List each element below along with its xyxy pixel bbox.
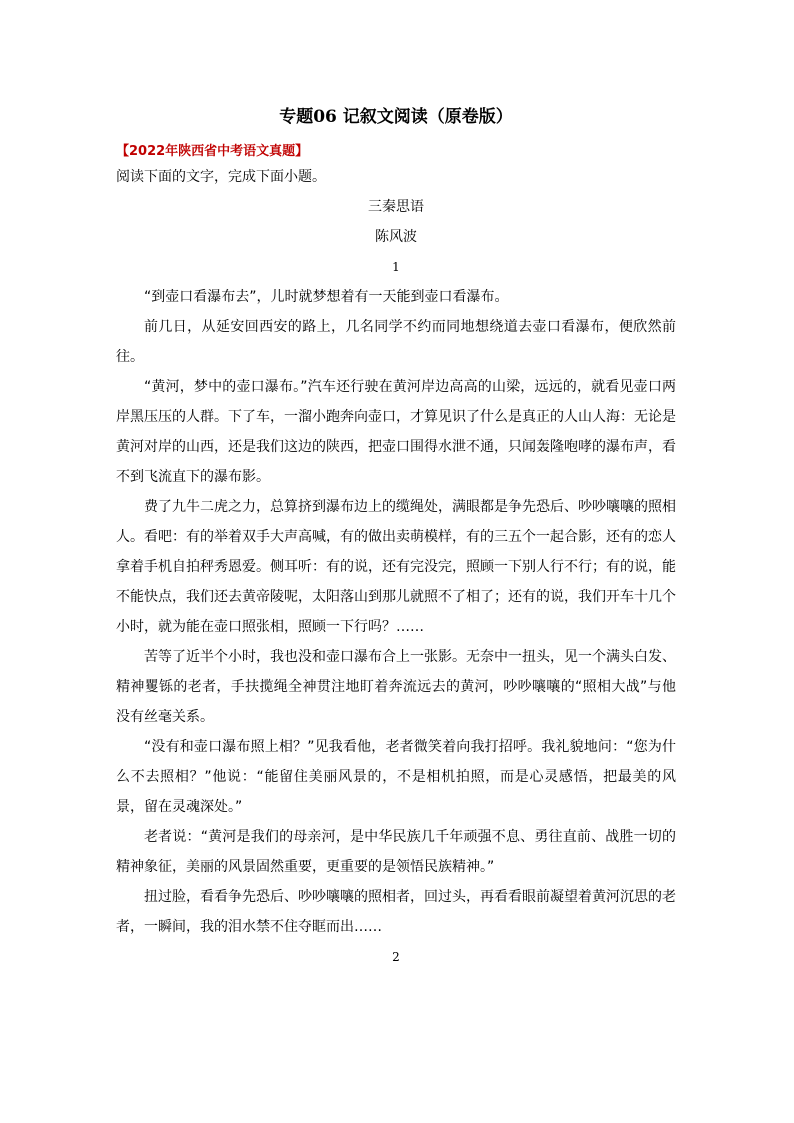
- paragraph: 扭过脸，看看争先恐后、吵吵嚷嚷的照相者，回过头，再看看眼前凝望着黄河沉思的老者，一瞬间，我的泪水禁不住夺眶而出……: [116, 889, 676, 935]
- paragraph: 费了九牛二虎之力，总算挤到瀑布边上的缆绳处，满眼都是争先恐后、吵吵嚷嚷的照相人。看吧：有的举着双手大声高喊，有的做出卖萌模样，有的三五个一起合影，还有的恋人拿着手机自拍秤秀恩爱。侧耳听：有的说，还有完没完，照顾一下别人行不行；有的说，能不能快点，我们还去黄帝陵呢，太阳落山到那儿就照不了相了；还有的说，我们开车十几个小时，就为能在壶口照张相，照顾一下行吗？……: [116, 499, 676, 635]
- paragraph: “到壶口看瀑布去”，儿时就梦想着有一天能到壶口看瀑布。: [144, 289, 509, 305]
- paragraph: “没有和壶口瀑布照上相？”见我看他，老者微笑着向我打招呼。我礼貌地问：“您为什么不去照相？”他说：“能留住美丽风景的，不是相机拍照，而是心灵感悟，把最美的风景，留在灵魂深处。”: [116, 739, 676, 815]
- paragraph: 老者说：“黄河是我们的母亲河，是中华民族几千年顽强不息、勇往直前、战胜一切的精神象征，美丽的风景固然重要，更重要的是领悟民族精神。”: [116, 829, 676, 875]
- instruction-text: 阅读下面的文字，完成下面小题。: [116, 169, 326, 185]
- section-number: 1: [392, 260, 400, 274]
- essay-title: 三秦思语: [368, 199, 424, 215]
- paragraph: 苦等了近半个小时，我也没和壶口瀑布合上一张影。无奈中一扭头，见一个满头白发、精神矍铄的老者，手扶揽绳全神贯注地盯着奔流远去的黄河，吵吵嚷嚷的“照相大战”与他没有丝毫关系。: [116, 649, 676, 725]
- paragraph: 前几日，从延安回西安的路上，几名同学不约而同地想绕道去壶口看瀑布，便欣然前往。: [116, 319, 676, 365]
- document-page: [116, 100, 676, 972]
- section-number: 2: [392, 950, 400, 964]
- source-tag: 【2022年陕西省中考语文真题】: [116, 144, 309, 159]
- essay-author: 陈风波: [375, 229, 417, 245]
- paragraph: “黄河，梦中的壶口瀑布。”汽车还行驶在黄河岸边高高的山梁，远远的，就看见壶口两岸黑压压的人群。下了车，一溜小跑奔向壶口，才算见识了什么是真正的人山人海：无论是黄河对岸的山西，还是我们这边的陕西，把壶口围得水泄不通，只闻轰隆咆哮的瀑布声，看不到飞流直下的瀑布影。: [116, 379, 676, 485]
- document-title: 专题06 记叙文阅读（原卷版）: [279, 107, 513, 127]
